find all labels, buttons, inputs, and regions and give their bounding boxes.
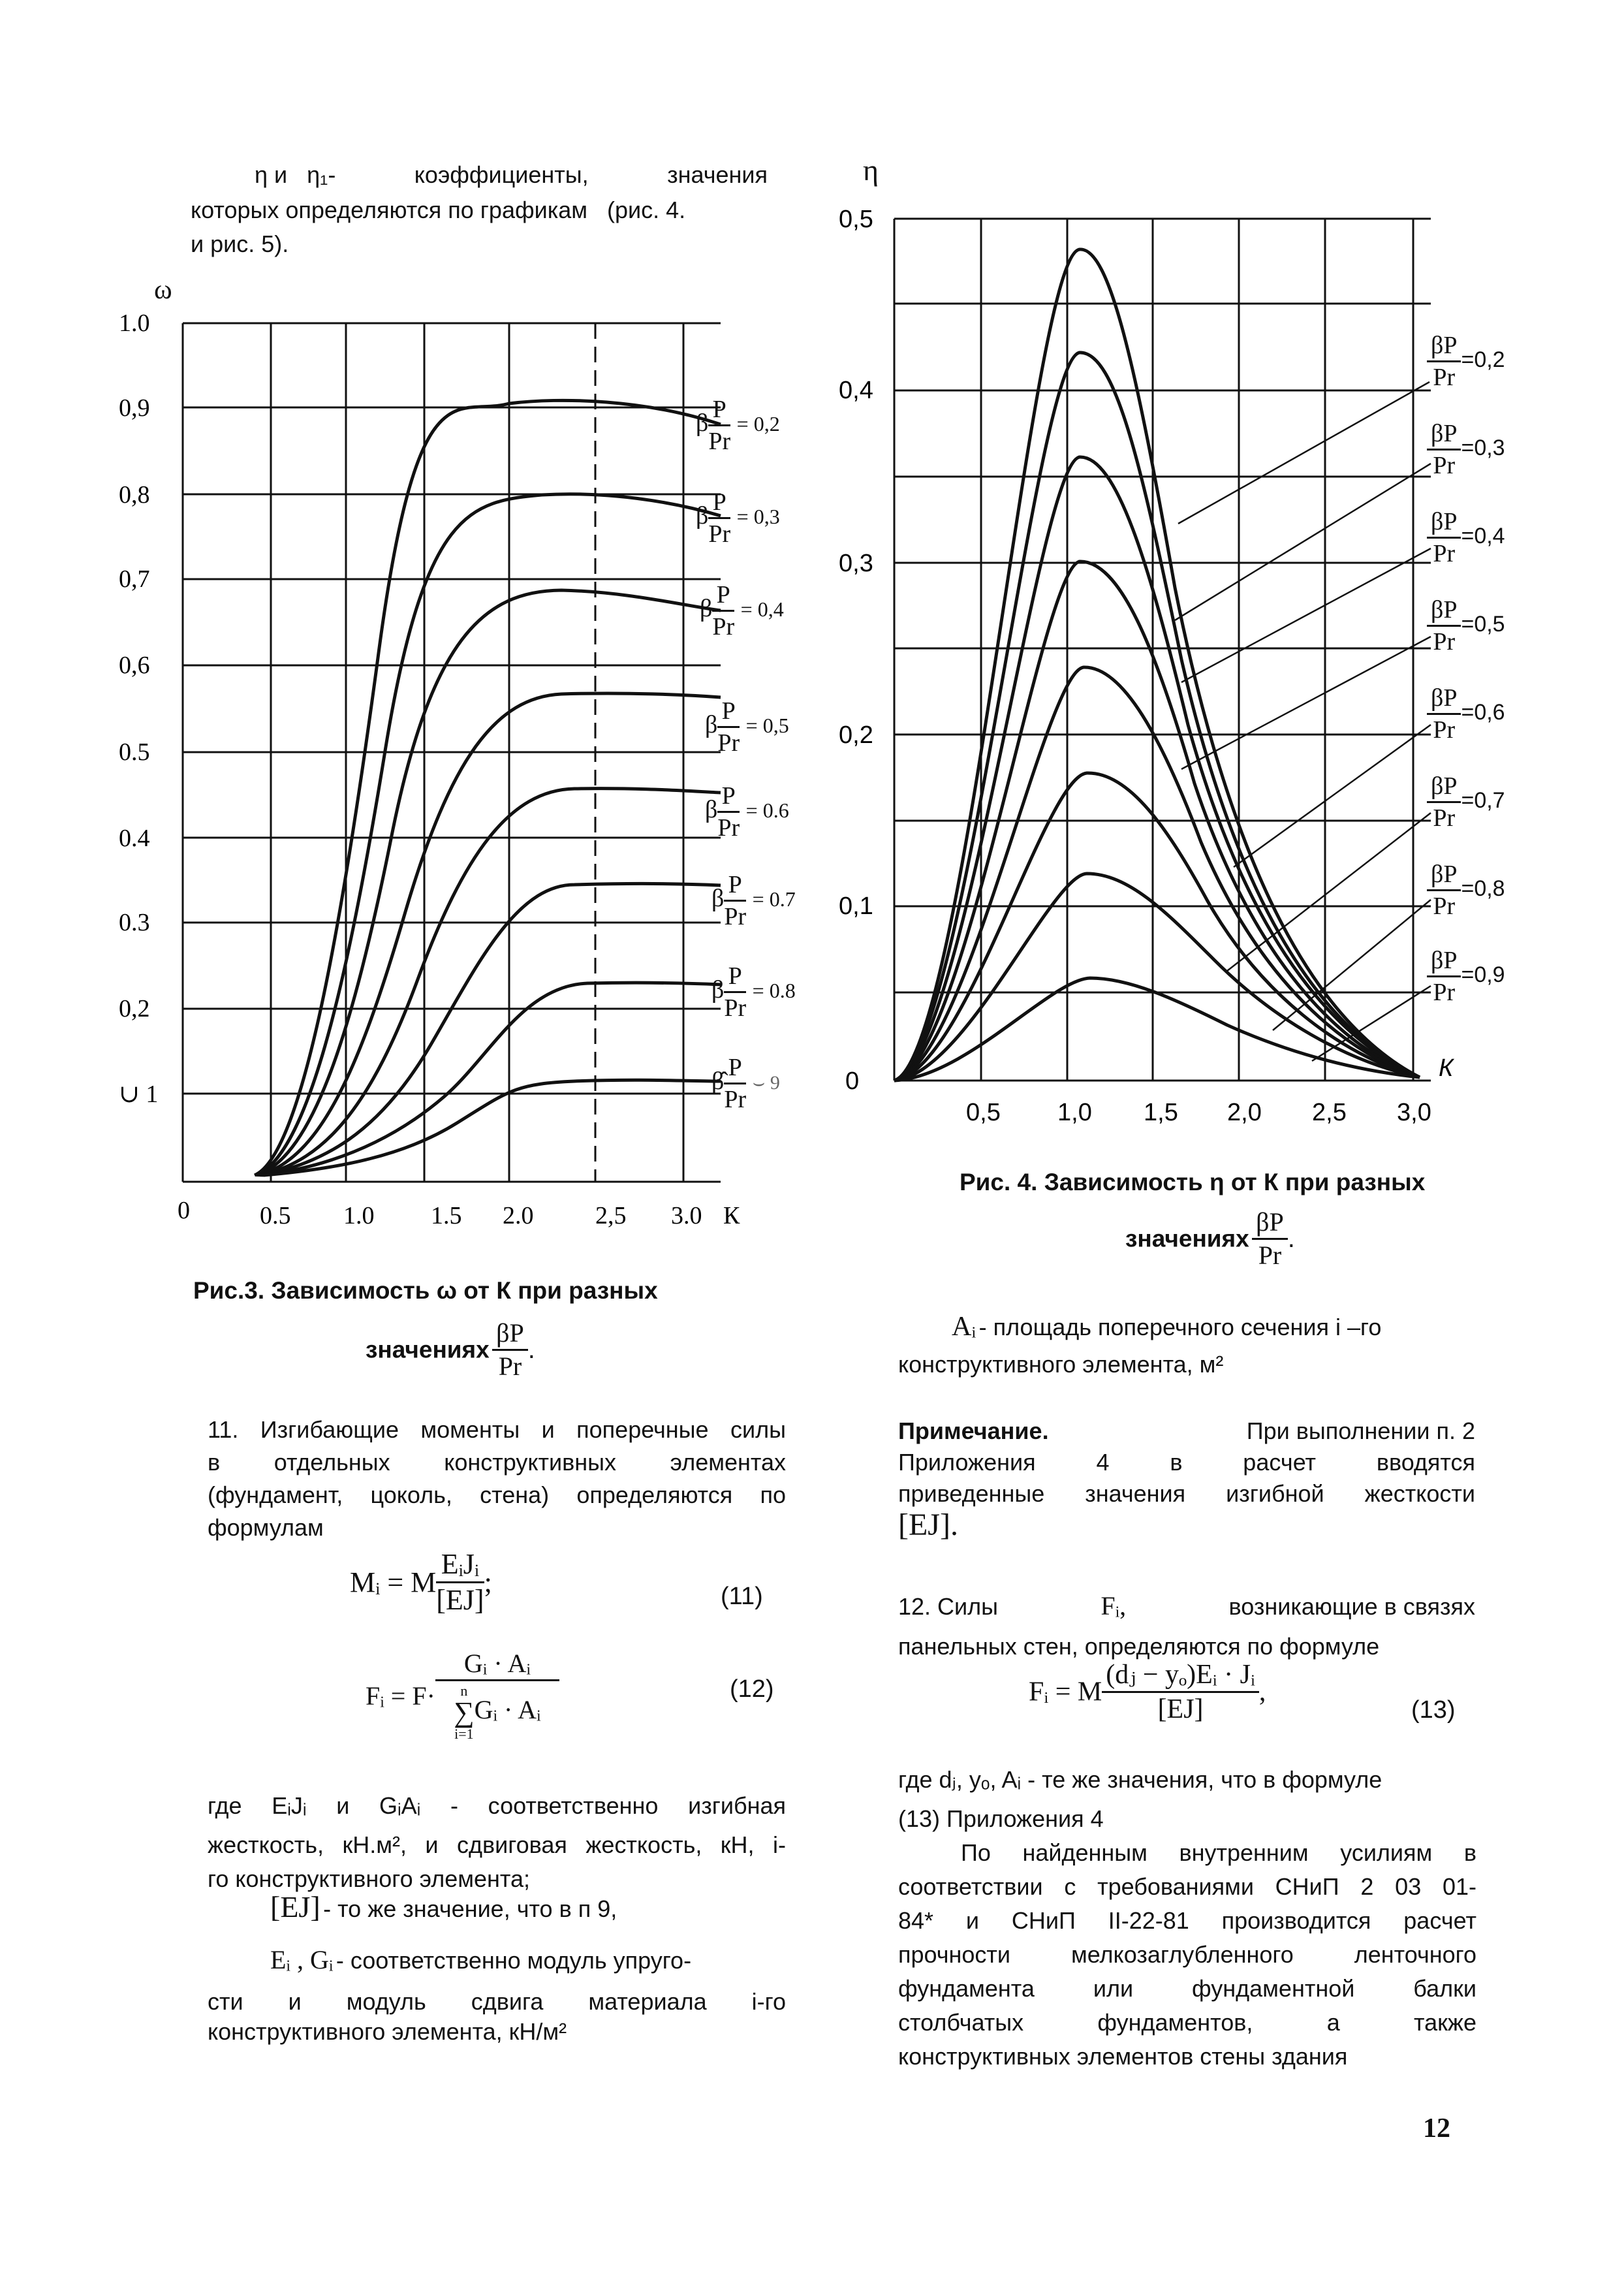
fig3-y-title: ω [154,275,172,305]
fig3-legend-0.9: β̂ $\frac{P}{Pr}$ ⌣ 9 [711,1054,780,1113]
fig4-legend-0.7: $\frac{\beta P}{Pr}$ =0,7 [1427,774,1505,830]
p12-line-1: 12. Силы Fᵢ, возникающие в связях [898,1591,1475,1621]
fig3-y-tick: 0,9 [119,394,150,422]
fig4-legend-0.8: $\frac{\beta P}{Pr}$ =0,8 [1427,862,1505,919]
where-line-3: го конструктивного элемента; [208,1865,531,1892]
note-line-1 [898,1414,1475,1448]
page-number: 12 [1423,2113,1450,2143]
note-line-2: Приложения 4 в расчет вводятся [898,1449,1475,1476]
fig3-curve-0.3 [256,494,721,1175]
p11-line-2: в отдельных конструктивных элементах [208,1449,786,1476]
fig3-legend-0.4: β $\frac{P}{Pr}$ = 0,4 [700,581,784,640]
intro-line-3: и рис. 5). [191,230,289,257]
fig4-legend-0.6: $\frac{\beta P}{Pr}$ =0,6 [1427,686,1505,742]
where-line-1: где EᵢJᵢ и GᵢAᵢ - соответственно изгибная [208,1792,786,1819]
fig3-y-tick: 0,8 [119,481,150,509]
fig3-caption: Рис.3. Зависимость ω от К при разных [193,1277,658,1304]
fig4-x-tick: 1,0 [1057,1099,1092,1126]
fig4-y-tick: 0,4 [839,377,873,404]
area-line-1: Aᵢ - площадь поперечного сечения і –го [952,1312,1382,1342]
fig4-caption-line-2: значениях $\frac{\beta P}{Pr}$ . [1125,1207,1295,1270]
fig4-legend-0.4: $\frac{\beta P}{Pr}$ =0,4 [1427,509,1505,566]
fig4-caption: Рис. 4. Зависимость η от К при разных [960,1169,1426,1195]
eg-line: Eᵢ , Gᵢ - соответственно модуль упруго- [270,1945,692,1974]
fig3-y-tick: ∪ 1 [119,1081,159,1108]
p12-where-line-2: (13) Приложения 4 [898,1805,1104,1832]
fig3-x-tick: 1.0 [343,1202,375,1229]
fig3-x-ticks [178,1197,740,1229]
equation-13-number: (13) [1411,1696,1456,1724]
fig4-y-tick: 0 [845,1067,860,1095]
ej-line: [EJ] - то же значение, что в п 9, [270,1890,617,1923]
note-ej: [EJ]. [898,1508,958,1542]
fig3-y-tick: 0.5 [119,738,150,766]
fig3-y-tick: 1.0 [119,309,150,337]
fig4-y-tick: 0,3 [839,550,873,577]
equation-12-number: (12) [730,1675,774,1703]
equation-11: Mᵢ = M $\frac{\text{EᵢJᵢ}}{[EJ]}$ ; [350,1548,492,1616]
p12-where-line-1: где dⱼ, yₒ, Aᵢ - те же значения, что в формуле [898,1766,1382,1793]
fig4-x-tick: 1,5 [1144,1099,1178,1126]
note-line-3: приведенные значения изгибной жесткости [898,1480,1475,1507]
eta1-symbol: η₁- [307,161,336,188]
modulus-line-1: сти и модуль сдвига материала і-го [208,1988,786,2015]
where-line-2: жесткость, кН.м², и сдвиговая жесткость, кН, і- [208,1831,786,1858]
fig3-legend-0.3: β $\frac{P}{Pr}$ = 0,3 [696,488,780,548]
p11-line-1: 11. Изгибающие моменты и поперечные силы [208,1416,786,1443]
final-line-7: конструктивных элементов стены здания [898,2043,1348,2070]
note-text: При выполнении п. 2 [1246,1417,1475,1444]
note-label: Примечание. [898,1417,1049,1444]
fig3-y-tick: 0,7 [119,565,150,593]
p12-line-2: панельных стен, определяются по формуле [898,1633,1380,1660]
fig4-x-tick: 2,0 [1227,1099,1262,1126]
fig3-legend-0.7: β $\frac{P}{Pr}$ = 0.7 [711,871,796,930]
area-line-2: конструктивного элемента, м² [898,1351,1224,1378]
equation-12: Fᵢ = F· Gᵢ · Aᵢ n ∑ i=1 Gᵢ · Aᵢ [366,1651,559,1741]
final-line-6: столбчатых фундаментов, а также [898,2009,1476,2036]
fig4-x-tick: 2,5 [1312,1099,1347,1126]
fig4-y-tick: 0,1 [839,893,873,920]
fig3-legend-0.8: β $\frac{P}{Pr}$ = 0.8 [711,962,796,1022]
fig4-legend-0.5: $\frac{\beta P}{Pr}$ =0,5 [1427,597,1505,654]
fig4-y-title: η [863,153,879,187]
fig3-chart [0,0,816,1280]
fig4-legend-0.9: $\frac{\beta P}{Pr}$ =0,9 [1427,948,1505,1005]
fig4-y-tick: 0,2 [839,721,873,749]
final-line-5: фундамента или фундаментной балки [898,1975,1476,2002]
final-line-3: 84* и СНиП II-22-81 производится расчет [898,1907,1476,1934]
fig3-y-tick: 0,6 [119,652,150,679]
fig4-x-tick: 3,0 [1397,1099,1431,1126]
intro-line-2: которых определяются по графикам (рис. 4. [191,197,686,223]
p11-line-3: (фундамент, цоколь, стена) определяются по [208,1481,786,1508]
fig3-legend-0.6: β $\frac{P}{Pr}$ = 0.6 [705,782,789,842]
fig3-x-tick: 1.5 [431,1202,462,1229]
fig3-x-tick: 2.0 [503,1202,534,1229]
fig4-curves [894,249,1420,1081]
fig3-legend-0.5: β $\frac{P}{Pr}$ = 0,5 [705,697,789,757]
fig3-curves [255,400,721,1175]
final-line-4: прочности мелкозаглубленного ленточного [898,1941,1476,1968]
p11-line-4: формулам [208,1514,324,1541]
fig4-legend-0.2: $\frac{\beta P}{Pr}$ =0,2 [1427,333,1505,390]
fig3-caption-line-2: значениях $\frac{\beta P}{Pr}$ . [366,1318,535,1381]
fig4-y-tick: 0,5 [839,206,873,233]
fig3-y-ticks [119,309,158,1108]
fig3-y-tick: 0,2 [119,995,150,1022]
final-line-1: По найденным внутренним усилиям в [961,1839,1476,1866]
fig3-x-tick: 0.5 [260,1202,291,1229]
intro-word: коэффициенты, [414,161,589,188]
intro-word: значения [667,161,768,188]
eta-symbol: η и [255,161,288,188]
fig3-x-tick: 2,5 [595,1202,627,1229]
fig3-y-tick: 0.4 [119,825,150,852]
fig3-legend-0.2: β $\frac{P}{Pr}$ = 0,2 [696,396,780,455]
fig3-origin: 0 [178,1197,190,1224]
equation-13: Fᵢ = M $\frac{\text{(dⱼ − yₒ)Eᵢ · Jᵢ}}{[EJ]}$ , [1029,1660,1266,1724]
fig3-grid [183,323,721,1182]
modulus-line-2: конструктивного элемента, кН/м² [208,2018,567,2045]
fig3-x-title: К [723,1202,740,1229]
fig4-x-title: К [1439,1054,1454,1082]
equation-11-number: (11) [721,1583,763,1610]
fig4-legend-0.3: $\frac{\beta P}{Pr}$ =0,3 [1427,421,1505,478]
fig4-y-ticks [839,206,873,1095]
fig4-curve-0.3 [894,353,1420,1081]
fig3-x-tick: 3.0 [671,1202,702,1229]
final-line-2: соответствии с требованиями СНиП 2 03 01- [898,1873,1476,1900]
fig4-x-tick: 0,5 [966,1099,1001,1126]
fig3-y-tick: 0.3 [119,909,150,936]
